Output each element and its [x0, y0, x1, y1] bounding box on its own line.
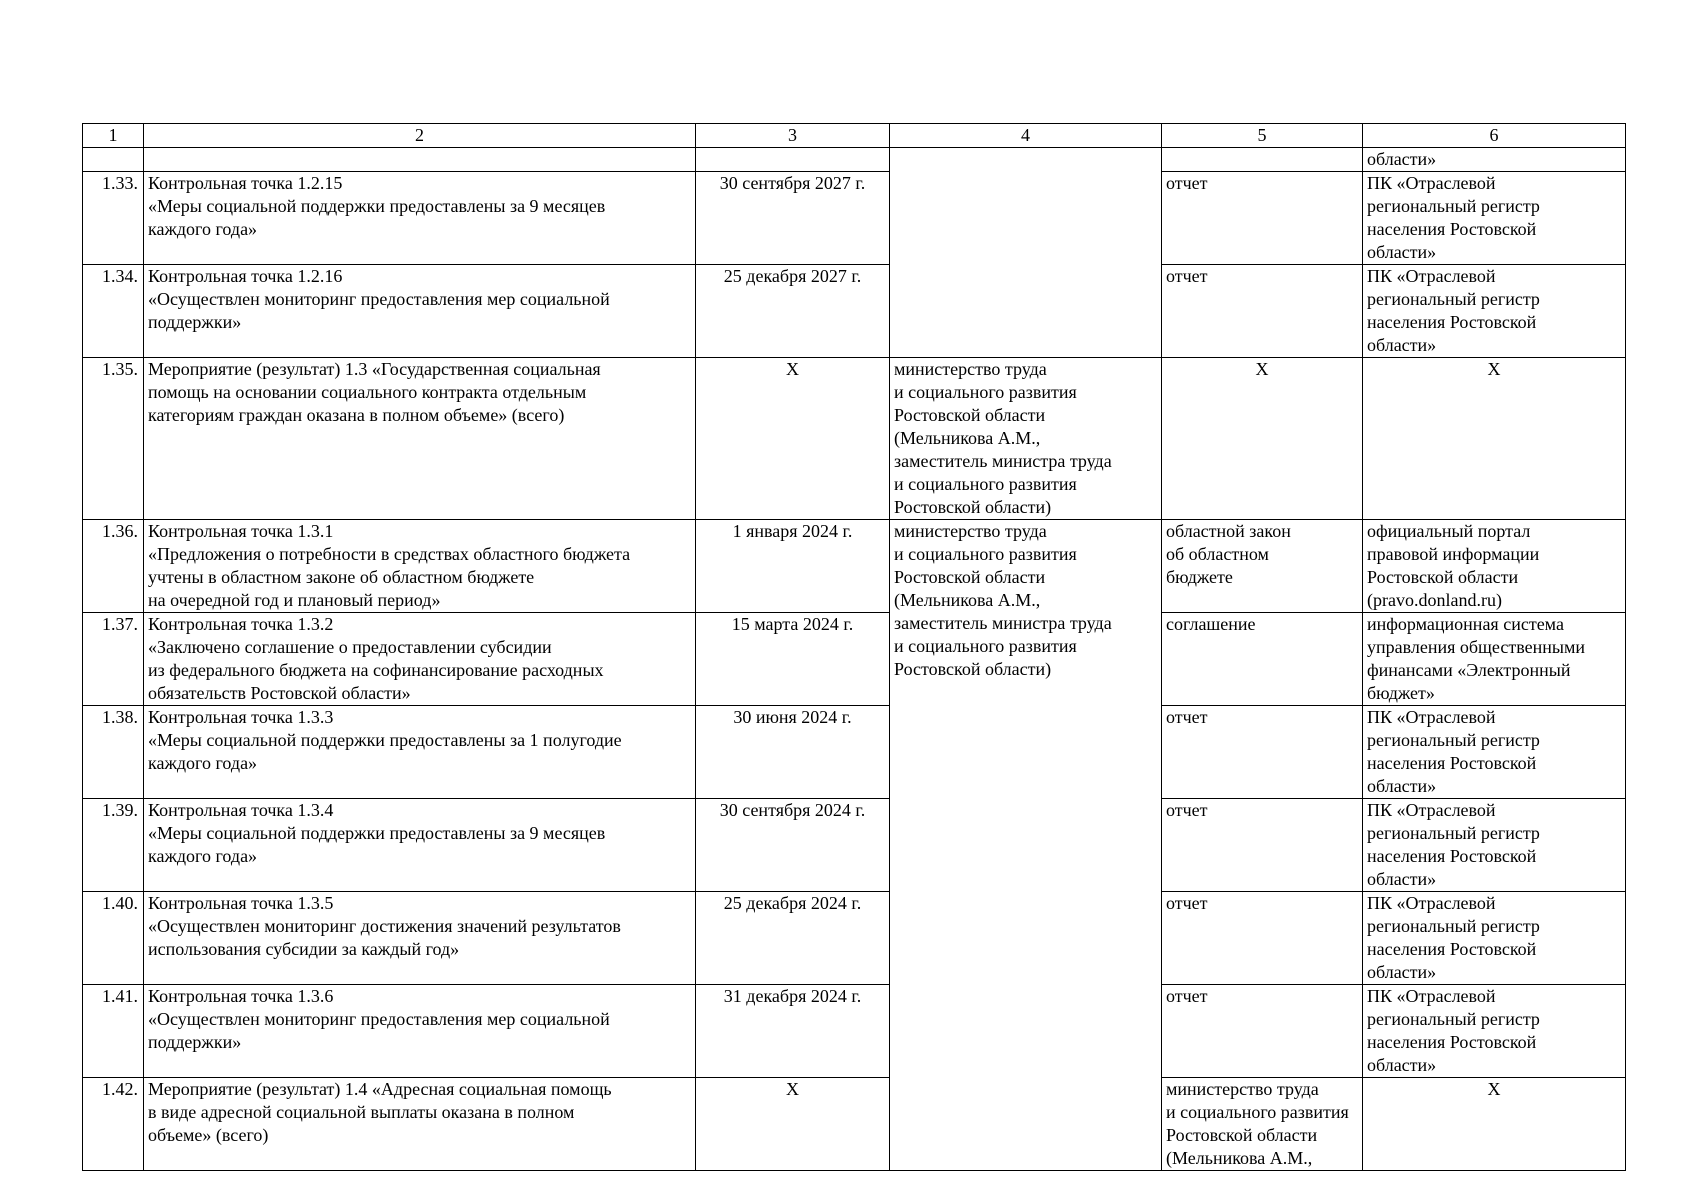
- table-row: [83, 613, 1626, 706]
- row-number: 1.36.: [83, 520, 144, 613]
- row-number: 1.37.: [83, 613, 144, 706]
- date-cell: 25 декабря 2024 г.: [696, 892, 890, 985]
- document-cell: отчет: [1162, 985, 1363, 1078]
- source-cell: Х: [1363, 358, 1626, 520]
- table-row: [83, 799, 1626, 892]
- date-cell: 31 декабря 2024 г.: [696, 985, 890, 1078]
- source-cell: информационная система управления общественными финансами «Электронный бюджет»: [1363, 613, 1626, 706]
- row-number: 1.35.: [83, 358, 144, 520]
- document-cell: [1162, 148, 1363, 172]
- table-row: [83, 172, 1626, 265]
- table-row: [83, 706, 1626, 799]
- responsible-cell: министерство труда и социального развития Ростовской области (Мельникова А.М.,: [1162, 1078, 1363, 1171]
- activity-cell: [144, 148, 696, 172]
- activity-cell: Мероприятие (результат) 1.4 «Адресная социальная помощь в виде адресной социальной выплаты оказана в полном объеме» (всего): [144, 1078, 696, 1171]
- document-cell: отчет: [1162, 892, 1363, 985]
- activity-cell: Контрольная точка 1.3.5 «Осуществлен мониторинг достижения значений результатов использования субсидии за каждый год»: [144, 892, 696, 985]
- document-cell: Х: [1162, 358, 1363, 520]
- header-cell: 4: [890, 124, 1162, 148]
- header-row: [83, 124, 1626, 148]
- document-cell: отчет: [1162, 265, 1363, 358]
- date-cell: Х: [696, 358, 890, 520]
- document-cell: отчет: [1162, 706, 1363, 799]
- table-row: [83, 892, 1626, 985]
- header-cell: 5: [1162, 124, 1363, 148]
- table-row: [83, 265, 1626, 358]
- activity-cell: Контрольная точка 1.2.16 «Осуществлен мониторинг предоставления мер социальной поддержки»: [144, 265, 696, 358]
- responsible-cell: министерство труда и социального развития Ростовской области (Мельникова А.М., заместитель министра труда и социального развития Ростовской области): [890, 358, 1162, 520]
- table-row: [83, 358, 1626, 520]
- row-number: 1.40.: [83, 892, 144, 985]
- document-cell: отчет: [1162, 799, 1363, 892]
- source-cell: ПК «Отраслевой региональный регистр населения Ростовской области»: [1363, 265, 1626, 358]
- table-row: [83, 520, 1626, 613]
- source-cell: официальный портал правовой информации Ростовской области (pravo.donland.ru): [1363, 520, 1626, 613]
- activity-cell: Контрольная точка 1.3.3 «Меры социальной поддержки предоставлены за 1 полугодие каждого года»: [144, 706, 696, 799]
- row-number: 1.33.: [83, 172, 144, 265]
- activity-cell: Контрольная точка 1.3.2 «Заключено соглашение о предоставлении субсидии из федерального бюджета на софинансирование расходных обязательств Ростовской области»: [144, 613, 696, 706]
- row-number: 1.34.: [83, 265, 144, 358]
- activity-cell: Мероприятие (результат) 1.3 «Государственная социальная помощь на основании социального контракта отдельным категориям граждан оказана в полном объеме» (всего): [144, 358, 696, 520]
- header-cell: 6: [1363, 124, 1626, 148]
- activity-cell: Контрольная точка 1.3.4 «Меры социальной поддержки предоставлены за 9 месяцев каждого года»: [144, 799, 696, 892]
- row-number: 1.42.: [83, 1078, 144, 1171]
- source-cell: ПК «Отраслевой региональный регистр населения Ростовской области»: [1363, 985, 1626, 1078]
- source-cell: области»: [1363, 148, 1626, 172]
- responsible-cell: министерство труда и социального развития Ростовской области (Мельникова А.М., заместитель министра труда и социального развития Ростовской области): [890, 520, 1162, 1171]
- date-cell: 30 сентября 2024 г.: [696, 799, 890, 892]
- date-cell: [696, 148, 890, 172]
- document-cell: отчет: [1162, 172, 1363, 265]
- header-cell: 3: [696, 124, 890, 148]
- date-cell: 30 июня 2024 г.: [696, 706, 890, 799]
- header-cell: 1: [83, 124, 144, 148]
- date-cell: 30 сентября 2027 г.: [696, 172, 890, 265]
- table-row: [83, 985, 1626, 1078]
- continuation-row: [83, 148, 1626, 172]
- source-cell: ПК «Отраслевой региональный регистр населения Ростовской области»: [1363, 172, 1626, 265]
- header-cell: 2: [144, 124, 696, 148]
- document-cell: Х: [1363, 1078, 1626, 1171]
- responsible-cell: [890, 148, 1162, 358]
- table-row: [83, 1078, 1626, 1171]
- activity-cell: Контрольная точка 1.2.15 «Меры социальной поддержки предоставлены за 9 месяцев каждого года»: [144, 172, 696, 265]
- row-number: 1.38.: [83, 706, 144, 799]
- source-cell: ПК «Отраслевой региональный регистр населения Ростовской области»: [1363, 892, 1626, 985]
- activities-table: [82, 123, 1626, 1171]
- date-cell: Х: [696, 1078, 890, 1171]
- activity-cell: Контрольная точка 1.3.1 «Предложения о потребности в средствах областного бюджета учтены в областном законе об областном бюджете на очередной год и плановый период»: [144, 520, 696, 613]
- source-cell: ПК «Отраслевой региональный регистр населения Ростовской области»: [1363, 799, 1626, 892]
- document-cell: областной закон об областном бюджете: [1162, 520, 1363, 613]
- date-cell: 1 января 2024 г.: [696, 520, 890, 613]
- source-cell: ПК «Отраслевой региональный регистр населения Ростовской области»: [1363, 706, 1626, 799]
- date-cell: 25 декабря 2027 г.: [696, 265, 890, 358]
- date-cell: 15 марта 2024 г.: [696, 613, 890, 706]
- activity-cell: Контрольная точка 1.3.6 «Осуществлен мониторинг предоставления мер социальной поддержки»: [144, 985, 696, 1078]
- row-number: 1.39.: [83, 799, 144, 892]
- row-number: [83, 148, 144, 172]
- document-cell: соглашение: [1162, 613, 1363, 706]
- row-number: 1.41.: [83, 985, 144, 1078]
